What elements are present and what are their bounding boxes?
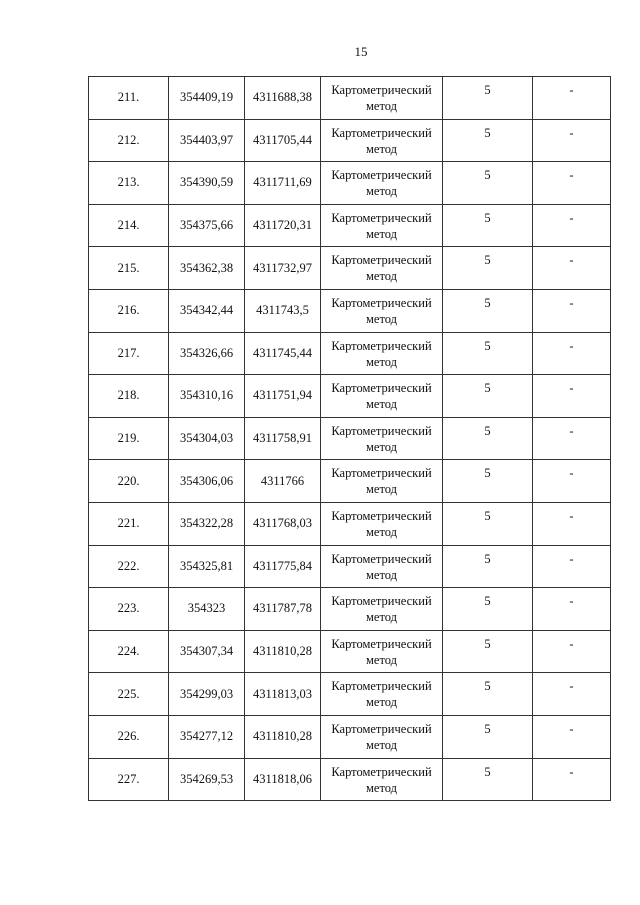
- table-row: [89, 77, 611, 120]
- x-coordinate-cell: 354310,16: [169, 375, 245, 418]
- method-cell: [321, 715, 443, 758]
- method-line-2: метод: [365, 652, 397, 667]
- method-cell: [321, 673, 443, 716]
- method-line-1: Картометрический: [331, 295, 432, 310]
- x-coordinate-cell: 354409,19: [169, 77, 245, 120]
- point-number-cell: 212.: [89, 119, 169, 162]
- y-coordinate-cell: 4311743,5: [245, 289, 321, 332]
- y-coordinate-cell: 4311766: [245, 460, 321, 503]
- note-cell: -: [533, 758, 611, 801]
- method-line-2: метод: [365, 226, 397, 241]
- method-cell: [321, 502, 443, 545]
- method-cell: [321, 332, 443, 375]
- method-cell: [321, 119, 443, 162]
- method-line-1: Картометрический: [331, 764, 432, 779]
- y-coordinate-cell: 4311775,84: [245, 545, 321, 588]
- table-row: [89, 673, 611, 716]
- note-cell: -: [533, 204, 611, 247]
- method-line-2: метод: [365, 695, 397, 710]
- x-coordinate-cell: 354322,28: [169, 502, 245, 545]
- method-cell: [321, 289, 443, 332]
- accuracy-cell: 5: [443, 588, 533, 631]
- x-coordinate-cell: 354306,06: [169, 460, 245, 503]
- y-coordinate-cell: 4311751,94: [245, 375, 321, 418]
- note-cell: -: [533, 119, 611, 162]
- y-coordinate-cell: 4311813,03: [245, 673, 321, 716]
- method-line-1: Картометрический: [331, 551, 432, 566]
- note-cell: -: [533, 715, 611, 758]
- accuracy-cell: 5: [443, 758, 533, 801]
- method-line-1: Картометрический: [331, 210, 432, 225]
- method-line-1: Картометрический: [331, 508, 432, 523]
- method-line-2: метод: [365, 524, 397, 539]
- accuracy-cell: 5: [443, 715, 533, 758]
- point-number-cell: 225.: [89, 673, 169, 716]
- note-cell: -: [533, 162, 611, 205]
- method-line-2: метод: [365, 184, 397, 199]
- method-line-1: Картометрический: [331, 125, 432, 140]
- accuracy-cell: 5: [443, 545, 533, 588]
- point-number-cell: 219.: [89, 417, 169, 460]
- method-cell: [321, 417, 443, 460]
- method-cell: [321, 375, 443, 418]
- method-line-2: метод: [365, 141, 397, 156]
- table-row: [89, 204, 611, 247]
- y-coordinate-cell: 4311745,44: [245, 332, 321, 375]
- note-cell: -: [533, 332, 611, 375]
- point-number-cell: 226.: [89, 715, 169, 758]
- y-coordinate-cell: 4311810,28: [245, 630, 321, 673]
- x-coordinate-cell: 354277,12: [169, 715, 245, 758]
- note-cell: -: [533, 77, 611, 120]
- accuracy-cell: 5: [443, 673, 533, 716]
- point-number-cell: 221.: [89, 502, 169, 545]
- x-coordinate-cell: 354325,81: [169, 545, 245, 588]
- y-coordinate-cell: 4311768,03: [245, 502, 321, 545]
- method-line-1: Картометрический: [331, 423, 432, 438]
- method-line-1: Картометрический: [331, 168, 432, 183]
- point-number-cell: 211.: [89, 77, 169, 120]
- note-cell: -: [533, 375, 611, 418]
- method-cell: [321, 545, 443, 588]
- note-cell: -: [533, 630, 611, 673]
- method-cell: [321, 77, 443, 120]
- method-line-2: метод: [365, 311, 397, 326]
- table-row: [89, 758, 611, 801]
- table-row: [89, 162, 611, 205]
- table-row: [89, 630, 611, 673]
- note-cell: -: [533, 460, 611, 503]
- table-row: [89, 332, 611, 375]
- method-line-2: метод: [365, 269, 397, 284]
- accuracy-cell: 5: [443, 460, 533, 503]
- method-cell: [321, 162, 443, 205]
- method-line-1: Картометрический: [331, 636, 432, 651]
- method-cell: [321, 204, 443, 247]
- method-line-2: метод: [365, 610, 397, 625]
- point-number-cell: 224.: [89, 630, 169, 673]
- point-number-cell: 220.: [89, 460, 169, 503]
- note-cell: -: [533, 502, 611, 545]
- x-coordinate-cell: 354304,03: [169, 417, 245, 460]
- accuracy-cell: 5: [443, 247, 533, 290]
- method-line-2: метод: [365, 439, 397, 454]
- y-coordinate-cell: 4311705,44: [245, 119, 321, 162]
- y-coordinate-cell: 4311810,28: [245, 715, 321, 758]
- table-row: [89, 588, 611, 631]
- note-cell: -: [533, 289, 611, 332]
- note-cell: -: [533, 417, 611, 460]
- method-line-1: Картометрический: [331, 594, 432, 609]
- table-row: [89, 289, 611, 332]
- method-line-1: Картометрический: [331, 83, 432, 97]
- coordinates-table: [88, 76, 611, 801]
- note-cell: -: [533, 673, 611, 716]
- y-coordinate-cell: 4311688,38: [245, 77, 321, 120]
- note-cell: -: [533, 588, 611, 631]
- y-coordinate-cell: 4311758,91: [245, 417, 321, 460]
- x-coordinate-cell: 354403,97: [169, 119, 245, 162]
- point-number-cell: 223.: [89, 588, 169, 631]
- accuracy-cell: 5: [443, 332, 533, 375]
- note-cell: -: [533, 247, 611, 290]
- method-cell: [321, 588, 443, 631]
- x-coordinate-cell: 354342,44: [169, 289, 245, 332]
- x-coordinate-cell: 354390,59: [169, 162, 245, 205]
- accuracy-cell: 5: [443, 204, 533, 247]
- y-coordinate-cell: 4311818,06: [245, 758, 321, 801]
- method-line-1: Картометрический: [331, 253, 432, 268]
- coordinates-table-body: [89, 77, 611, 801]
- x-coordinate-cell: 354307,34: [169, 630, 245, 673]
- method-cell: [321, 247, 443, 290]
- point-number-cell: 217.: [89, 332, 169, 375]
- method-line-1: Картометрический: [331, 721, 432, 736]
- method-line-1: Картометрический: [331, 466, 432, 481]
- method-line-2: метод: [365, 482, 397, 497]
- method-cell: [321, 758, 443, 801]
- point-number-cell: 214.: [89, 204, 169, 247]
- table-row: [89, 545, 611, 588]
- method-line-1: Картометрический: [331, 338, 432, 353]
- method-line-2: метод: [365, 567, 397, 582]
- table-row: [89, 417, 611, 460]
- point-number-cell: 222.: [89, 545, 169, 588]
- y-coordinate-cell: 4311711,69: [245, 162, 321, 205]
- point-number-cell: 227.: [89, 758, 169, 801]
- table-row: [89, 119, 611, 162]
- method-line-1: Картометрический: [331, 679, 432, 694]
- accuracy-cell: 5: [443, 119, 533, 162]
- table-row: [89, 375, 611, 418]
- x-coordinate-cell: 354323: [169, 588, 245, 631]
- method-line-2: метод: [365, 780, 397, 795]
- y-coordinate-cell: 4311720,31: [245, 204, 321, 247]
- accuracy-cell: 5: [443, 375, 533, 418]
- x-coordinate-cell: 354269,53: [169, 758, 245, 801]
- table-row: [89, 502, 611, 545]
- x-coordinate-cell: 354326,66: [169, 332, 245, 375]
- method-line-2: метод: [365, 99, 397, 113]
- point-number-cell: 215.: [89, 247, 169, 290]
- method-line-2: метод: [365, 354, 397, 369]
- table-row: [89, 715, 611, 758]
- accuracy-cell: 5: [443, 417, 533, 460]
- method-line-2: метод: [365, 397, 397, 412]
- point-number-cell: 216.: [89, 289, 169, 332]
- y-coordinate-cell: 4311732,97: [245, 247, 321, 290]
- x-coordinate-cell: 354362,38: [169, 247, 245, 290]
- accuracy-cell: 5: [443, 630, 533, 673]
- accuracy-cell: 5: [443, 162, 533, 205]
- method-cell: [321, 460, 443, 503]
- method-line-1: Картометрический: [331, 381, 432, 396]
- point-number-cell: 218.: [89, 375, 169, 418]
- method-line-2: метод: [365, 737, 397, 752]
- method-cell: [321, 630, 443, 673]
- page-number: 15: [354, 44, 368, 59]
- x-coordinate-cell: 354375,66: [169, 204, 245, 247]
- y-coordinate-cell: 4311787,78: [245, 588, 321, 631]
- accuracy-cell: 5: [443, 77, 533, 120]
- point-number-cell: 213.: [89, 162, 169, 205]
- table-row: [89, 460, 611, 503]
- table-row: [89, 247, 611, 290]
- note-cell: -: [533, 545, 611, 588]
- accuracy-cell: 5: [443, 289, 533, 332]
- x-coordinate-cell: 354299,03: [169, 673, 245, 716]
- accuracy-cell: 5: [443, 502, 533, 545]
